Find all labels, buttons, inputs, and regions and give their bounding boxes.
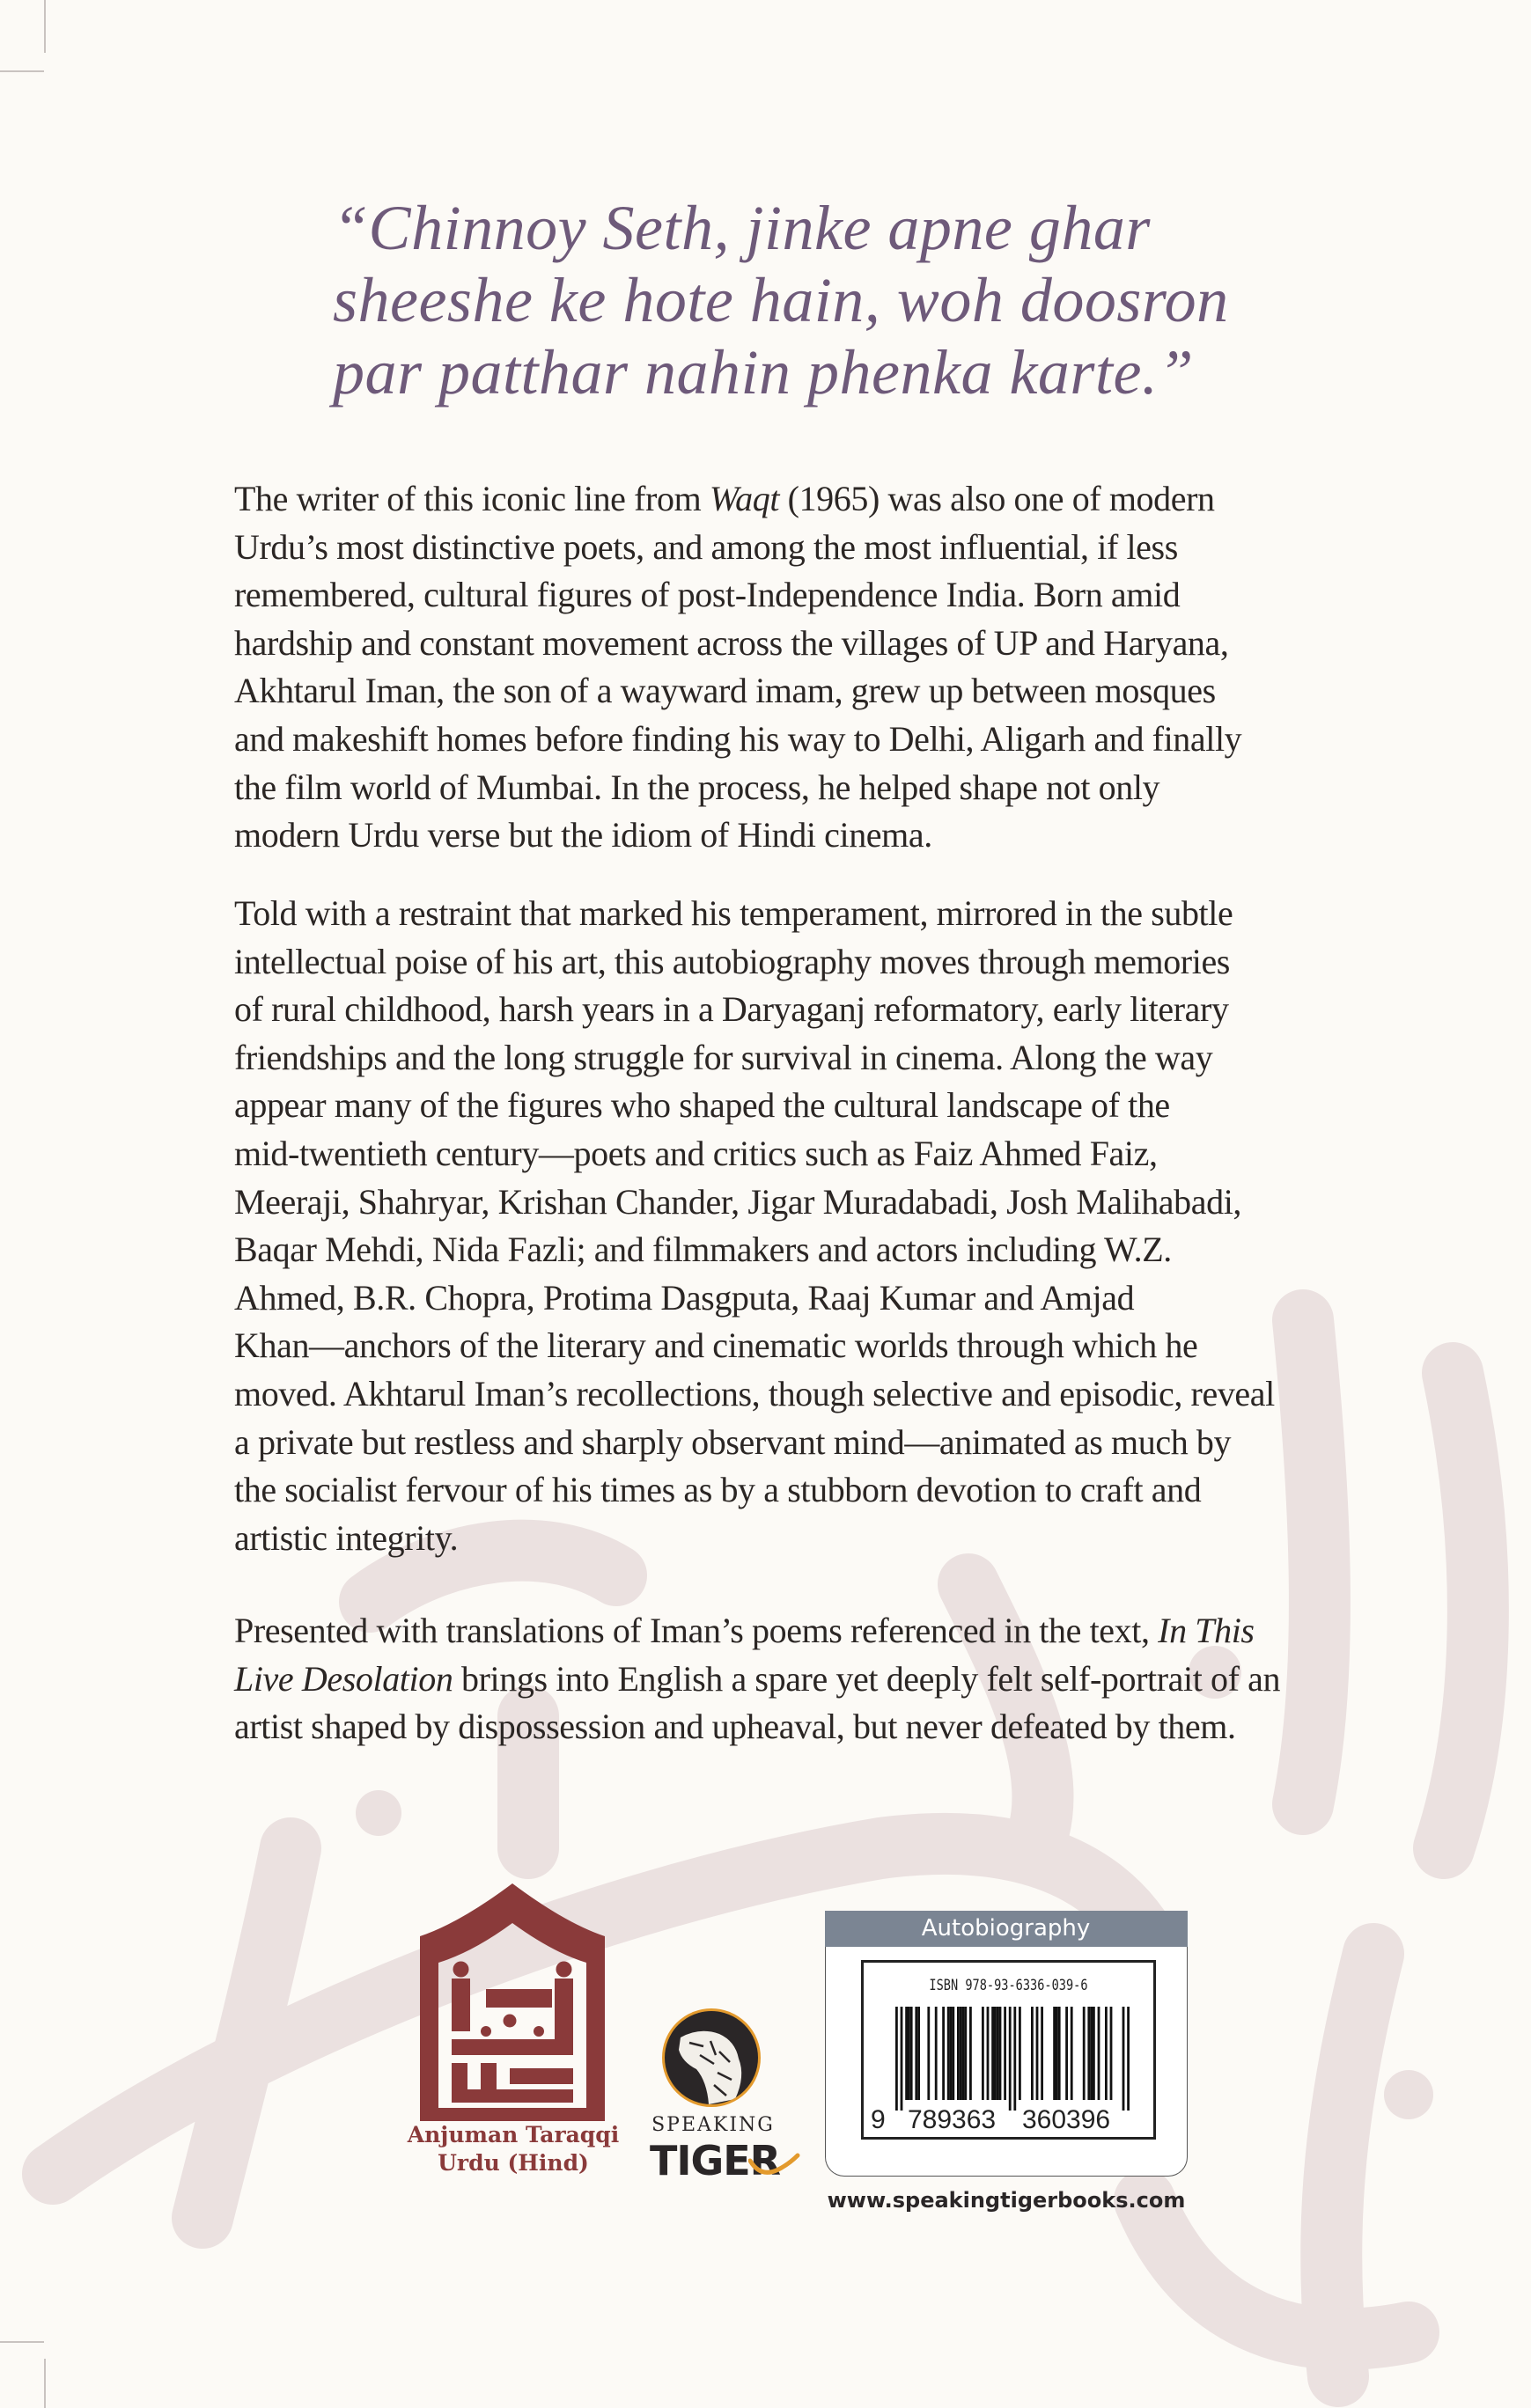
barcode-bar — [895, 2007, 898, 2111]
anjuman-name-line1: Anjuman Taraqqi — [407, 2122, 620, 2147]
blurb-paragraph-3 — [234, 1607, 1280, 1751]
blurb-line — [234, 716, 1241, 764]
barcode-bar — [969, 2007, 972, 2100]
quote-line: sheeshe ke hote hain, woh doosron — [333, 265, 1229, 335]
blurb-line — [234, 1607, 1280, 1656]
barcode-bar — [962, 2007, 965, 2100]
barcode-bar — [901, 2007, 903, 2111]
quote-line: “Chinnoy Seth, jinke apne ghar — [333, 193, 1151, 263]
blurb-line — [234, 764, 1241, 812]
text-segment: remembered, cultural figures of post-Independence India. Born amid — [234, 575, 1181, 615]
barcode-bar — [1041, 2007, 1043, 2100]
barcode-bar — [910, 2007, 913, 2100]
text-segment: Akhtarul Iman, the son of a wayward imam, grew up between mosques — [234, 671, 1216, 711]
barcode-bar — [982, 2007, 984, 2100]
publisher-website-link[interactable]: www.speakingtigerbooks.com — [827, 2188, 1186, 2213]
barcode-bar — [947, 2007, 950, 2100]
barcode-bar — [999, 2007, 1002, 2100]
blurb-line — [234, 620, 1241, 668]
barcode-bar — [994, 2007, 997, 2100]
barcode-bar — [1031, 2007, 1034, 2100]
barcode-bar — [952, 2007, 954, 2100]
blurb-line — [234, 1082, 1275, 1130]
text-segment: hardship and constant movement across the villages of UP and Haryana, — [234, 622, 1229, 663]
blurb-paragraph-2 — [234, 890, 1275, 1562]
text-segment: moved. Akhtarul Iman’s recollections, though selective and episodic, reveal — [234, 1373, 1275, 1413]
italic-title: Waqt — [709, 479, 780, 518]
blurb-line — [234, 890, 1275, 938]
barcode-bar — [964, 2007, 967, 2100]
text-segment: Ahmed, B.R. Chopra, Protima Dasgputa, Raaj Kumar and Amjad — [234, 1277, 1135, 1318]
barcode-bar — [1127, 2007, 1130, 2111]
barcode-bar — [957, 2007, 960, 2100]
barcode-digit-lead: 9 — [871, 2105, 886, 2134]
barcode-bar — [1122, 2007, 1125, 2111]
italic-title: Live Desolation — [234, 1658, 453, 1699]
crop-mark — [0, 70, 44, 72]
text-segment: Told with a restraint that marked his temperament, mirrored in the subtle — [234, 893, 1233, 933]
barcode-digits-left: 789363 — [908, 2105, 997, 2134]
blurb-line — [234, 1178, 1275, 1227]
barcode-bar — [1093, 2007, 1095, 2100]
crop-mark — [0, 2341, 44, 2343]
text-segment: modern Urdu verse but the idiom of Hindi cinema. — [234, 815, 932, 855]
text-segment: artistic integrity. — [234, 1517, 459, 1558]
text-segment: mid-twentieth century—poets and critics such as Faiz Ahmed Faiz, — [234, 1133, 1158, 1173]
ean-barcode — [895, 2007, 1133, 2112]
barcode-bar — [935, 2007, 938, 2100]
barcode-bar — [1083, 2007, 1086, 2100]
text-segment: intellectual poise of his art, this autobiography moves through memories — [234, 941, 1230, 981]
blurb-line — [234, 475, 1241, 524]
text-segment: The writer of this iconic line from — [234, 479, 710, 518]
barcode-bar — [987, 2007, 990, 2100]
text-segment: Baqar Mehdi, Nida Fazli; and filmmakers and actors including W.Z. — [234, 1230, 1172, 1270]
anjuman-taraqqi-urdu-logo — [407, 1883, 618, 2121]
text-segment: (1965) was also one of modern — [779, 479, 1215, 518]
tiger-head-icon — [662, 2008, 761, 2107]
pull-quote — [333, 192, 1229, 408]
blurb-line — [234, 938, 1275, 987]
blurb-line — [234, 986, 1275, 1034]
tiger-tail-swoosh-icon — [748, 2152, 801, 2178]
blurb-line — [234, 1226, 1275, 1274]
barcode-bar — [917, 2007, 920, 2100]
blurb-paragraph-1 — [234, 475, 1241, 860]
speaking-tiger-label: SPEAKING — [651, 2114, 775, 2136]
crop-mark — [44, 2359, 46, 2408]
isbn-number: ISBN 978-93-6336-039-6 — [929, 1977, 1088, 1994]
barcode-bar — [1056, 2007, 1058, 2100]
barcode-bar — [1087, 2007, 1090, 2100]
blurb-line — [234, 811, 1241, 860]
text-segment: a private but restless and sharply observant mind—animated as much by — [234, 1421, 1232, 1462]
barcode-bar — [1105, 2007, 1108, 2100]
barcode-bar — [997, 2007, 999, 2100]
barcode-bar — [950, 2007, 953, 2100]
barcode-card — [825, 1911, 1188, 2177]
text-segment: Presented with translations of Iman’s poems referenced in the text, — [234, 1611, 1159, 1650]
blurb-line — [234, 1370, 1275, 1419]
barcode-bar — [1013, 2007, 1016, 2111]
italic-title: In This — [1158, 1611, 1255, 1650]
blurb-line — [234, 1656, 1280, 1704]
quote-line: par patthar nahin phenka karte.” — [333, 337, 1194, 407]
blurb-line — [234, 1274, 1275, 1323]
blurb-line — [234, 1515, 1275, 1563]
barcode-bar — [1058, 2007, 1061, 2100]
barcode-bar — [960, 2007, 962, 2100]
text-segment: the socialist fervour of his times as by a stubborn devotion to craft and — [234, 1470, 1202, 1510]
barcode-bar — [1110, 2007, 1113, 2100]
text-segment: Khan—anchors of the literary and cinematic worlds through which he — [234, 1325, 1198, 1366]
text-segment: Urdu’s most distinctive poets, and among the most influential, if less — [234, 526, 1178, 567]
blurb-line — [234, 524, 1241, 572]
blurb-line — [234, 1034, 1275, 1083]
text-segment: of rural childhood, harsh years in a Daryaganj reformatory, early literary — [234, 989, 1229, 1030]
barcode-bar — [1065, 2007, 1068, 2100]
blurb-line — [234, 1130, 1275, 1178]
text-segment: the film world of Mumbai. In the process, he helped shape not only — [234, 767, 1160, 807]
text-segment: brings into English a spare yet deeply felt self-portrait of an — [453, 1658, 1281, 1699]
blurb-line — [234, 667, 1241, 716]
category-label: Autobiography — [825, 1911, 1188, 1947]
barcode-bar — [1098, 2007, 1100, 2100]
text-segment: Meeraji, Shahryar, Krishan Chander, Jigar Muradabadi, Josh Malihabadi, — [234, 1181, 1242, 1222]
barcode-bar — [991, 2007, 994, 2100]
barcode-bar — [908, 2007, 910, 2100]
anjuman-logo-text — [403, 2121, 623, 2177]
barcode-bar — [915, 2007, 917, 2100]
blurb-line — [234, 571, 1241, 620]
barcode-bar — [1019, 2007, 1021, 2100]
barcode-bar — [1004, 2007, 1006, 2100]
text-segment: friendships and the long struggle for survival in cinema. Along the way — [234, 1037, 1213, 1077]
blurb-line — [234, 1419, 1275, 1467]
speaking-tiger-wordmark: TIGER — [650, 2137, 781, 2184]
barcode-bar — [927, 2007, 930, 2100]
blurb-line — [234, 1703, 1280, 1751]
barcode-bar — [1009, 2007, 1012, 2111]
crop-mark — [44, 0, 46, 53]
blurb-line — [234, 1322, 1275, 1370]
barcode-bar — [1053, 2007, 1056, 2100]
barcode-digits-right: 360396 — [1022, 2105, 1111, 2134]
barcode-bar — [942, 2007, 945, 2100]
barcode-bar — [1036, 2007, 1039, 2100]
barcode-bar — [1071, 2007, 1073, 2100]
barcode-bar — [905, 2007, 908, 2100]
barcode-box — [861, 1960, 1156, 2140]
text-segment: artist shaped by dispossession and upheaval, but never defeated by them. — [234, 1707, 1236, 1747]
anjuman-name-line2: Urdu (Hind) — [438, 2150, 589, 2176]
barcode-bar — [1090, 2007, 1093, 2100]
text-segment: appear many of the figures who shaped the cultural landscape of the — [234, 1085, 1170, 1126]
blurb-line — [234, 1466, 1275, 1515]
text-segment: and makeshift homes before finding his way to Delhi, Aligarh and finally — [234, 718, 1242, 759]
